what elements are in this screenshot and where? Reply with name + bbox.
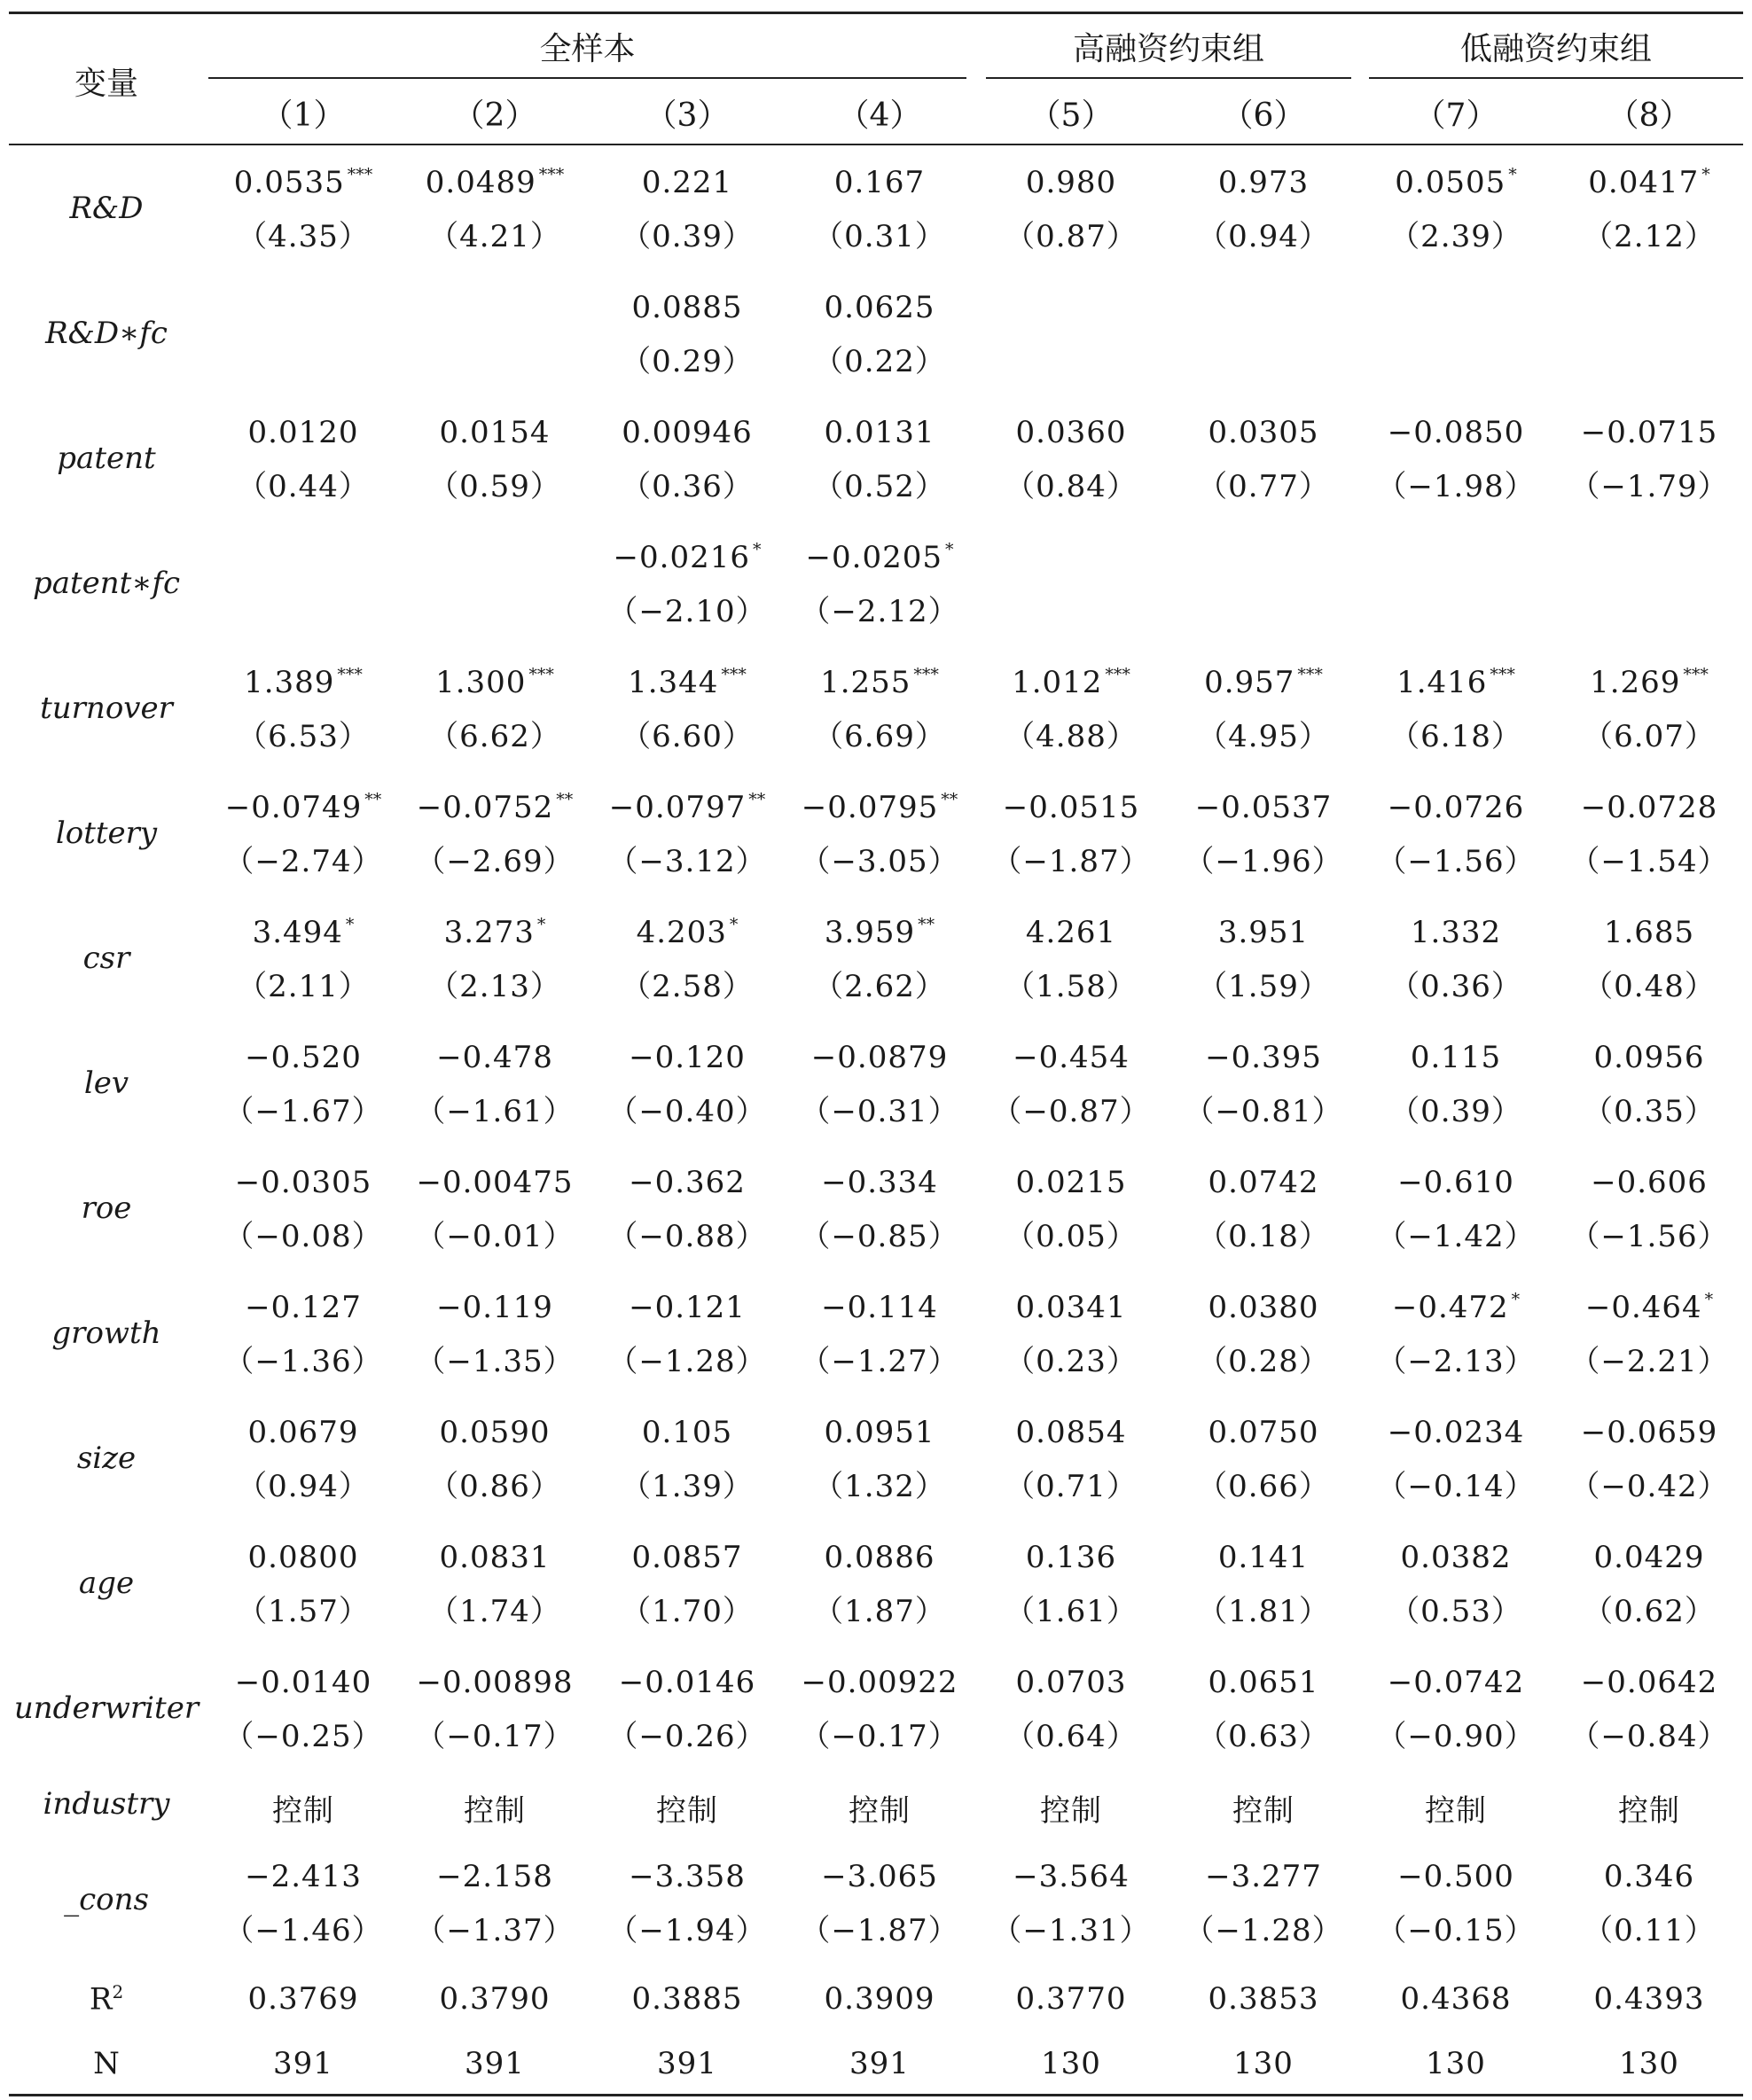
cell-t-statistic: （1.32）	[813, 1469, 946, 1504]
cell-coefficient: 0.0885	[631, 290, 743, 325]
cell-t-statistic: （−3.12）	[607, 844, 767, 879]
cell-t-statistic: （1.81）	[1197, 1594, 1330, 1629]
cell-coefficient: −0.127	[245, 1290, 362, 1325]
cell-t-statistic: （−2.12）	[800, 594, 959, 629]
cell-t-statistic: （−0.14）	[1376, 1469, 1536, 1504]
cell-t-statistic: （−0.26）	[607, 1719, 767, 1754]
cell-coefficient: 391	[273, 2046, 333, 2081]
cell-coefficient: −0.0726	[1387, 790, 1525, 825]
cell-coefficient: 0.0831	[439, 1540, 551, 1575]
cell-t-statistic: （0.23）	[1005, 1344, 1138, 1379]
cell-coefficient: 4.261	[1025, 915, 1117, 950]
cell-coefficient: −0.0715	[1580, 415, 1718, 450]
cell-coefficient: 1.416 ***	[1396, 665, 1515, 700]
cell-coefficient: 0.0131	[824, 415, 935, 450]
cell-coefficient: 0.3769	[247, 1981, 359, 2017]
cell-coefficient: 0.0120	[247, 415, 359, 450]
significance-stars: *	[536, 915, 546, 934]
cell-t-statistic: （0.77）	[1197, 469, 1330, 504]
cell-coefficient: 1.685	[1603, 915, 1695, 950]
cell-coefficient: 0.0679	[247, 1415, 359, 1450]
cell-coefficient: 控制	[1618, 1793, 1680, 1829]
cell-t-statistic: （−1.54）	[1569, 844, 1729, 879]
cell-coefficient: 1.269 ***	[1590, 665, 1709, 700]
cell-coefficient: −0.00922	[801, 1665, 958, 1700]
row-label-r-d: R&D	[69, 191, 144, 226]
group-rule-high-constraint	[986, 77, 1351, 79]
cell-t-statistic: （0.18）	[1197, 1219, 1330, 1254]
cell-t-statistic: （−0.81）	[1184, 1094, 1343, 1129]
significance-stars: **	[941, 790, 958, 809]
cell-coefficient: 0.0703	[1015, 1665, 1127, 1700]
cell-t-statistic: （0.29）	[621, 344, 754, 379]
cell-t-statistic: （−1.67）	[223, 1094, 383, 1129]
row-label-patent-fc: patent∗fc	[32, 566, 181, 601]
cell-t-statistic: （0.53）	[1389, 1594, 1522, 1629]
cell-t-statistic: （0.64）	[1005, 1719, 1138, 1754]
cell-coefficient: −0.0642	[1580, 1665, 1718, 1700]
cell-t-statistic: （−0.17）	[800, 1719, 959, 1754]
cell-coefficient: −0.478	[436, 1040, 553, 1075]
cell-coefficient: 控制	[849, 1793, 911, 1829]
cell-coefficient: 0.0590	[439, 1415, 551, 1450]
significance-stars: **	[556, 790, 574, 809]
cell-coefficient: 0.0382	[1400, 1540, 1512, 1575]
column-header-5: （5）	[1029, 98, 1114, 134]
cell-coefficient: 0.0305	[1208, 415, 1319, 450]
cell-coefficient: 0.3790	[439, 1981, 551, 2017]
row-label-lottery: lottery	[55, 816, 158, 851]
cell-coefficient: 3.494 *	[252, 915, 355, 950]
cell-coefficient: −0.454	[1013, 1040, 1130, 1075]
cell-coefficient: −0.120	[629, 1040, 746, 1075]
cell-coefficient: −3.564	[1013, 1859, 1130, 1894]
cell-t-statistic: （−1.46）	[223, 1913, 383, 1948]
column-header-7: （7）	[1413, 98, 1498, 134]
group-header-full-sample: 全样本	[539, 31, 636, 67]
cell-coefficient: 1.332	[1410, 915, 1502, 950]
cell-t-statistic: （−0.90）	[1376, 1719, 1536, 1754]
cell-coefficient: 391	[849, 2046, 910, 2081]
cell-t-statistic: （0.86）	[428, 1469, 561, 1504]
cell-coefficient: −0.0797 **	[608, 790, 766, 825]
row-label-n: N	[93, 2046, 120, 2081]
significance-stars: *	[1704, 1290, 1714, 1309]
cell-coefficient: 0.0489 ***	[425, 165, 565, 200]
cell-t-statistic: （6.53）	[237, 719, 370, 754]
header-rule	[9, 144, 1743, 145]
cell-coefficient: −0.464 *	[1584, 1290, 1714, 1325]
column-header-3: （3）	[645, 98, 730, 134]
cell-t-statistic: （0.71）	[1005, 1469, 1138, 1504]
cell-coefficient: 0.0360	[1015, 415, 1127, 450]
cell-t-statistic: （0.28）	[1197, 1344, 1330, 1379]
cell-coefficient: 0.0651	[1208, 1665, 1319, 1700]
cell-t-statistic: （−1.28）	[1184, 1913, 1343, 1948]
cell-t-statistic: （−1.94）	[607, 1913, 767, 1948]
cell-t-statistic: （6.60）	[621, 719, 754, 754]
cell-coefficient: −0.0752 **	[416, 790, 574, 825]
cell-t-statistic: （−0.87）	[991, 1094, 1151, 1129]
column-header-8: （8）	[1607, 98, 1692, 134]
cell-coefficient: 控制	[1425, 1793, 1487, 1829]
cell-coefficient: 3.959 **	[824, 915, 935, 950]
cell-t-statistic: （0.39）	[621, 219, 754, 254]
cell-coefficient: −0.0659	[1580, 1415, 1718, 1450]
cell-t-statistic: （4.95）	[1197, 719, 1330, 754]
cell-coefficient: 0.141	[1217, 1540, 1310, 1575]
cell-coefficient: 0.221	[641, 165, 733, 200]
cell-t-statistic: （−1.56）	[1569, 1219, 1729, 1254]
cell-t-statistic: （1.59）	[1197, 969, 1330, 1004]
cell-coefficient: −0.362	[629, 1165, 746, 1200]
cell-t-statistic: （0.31）	[813, 219, 946, 254]
cell-coefficient: −0.500	[1397, 1859, 1514, 1894]
cell-coefficient: 0.346	[1603, 1859, 1695, 1894]
cell-t-statistic: （0.05）	[1005, 1219, 1138, 1254]
cell-coefficient: −0.0537	[1194, 790, 1333, 825]
cell-coefficient: −0.0146	[618, 1665, 756, 1700]
group-header-low-constraint: 低融资约束组	[1459, 31, 1652, 67]
cell-coefficient: 3.273 *	[443, 915, 546, 950]
cell-t-statistic: （−0.08）	[223, 1219, 383, 1254]
cell-coefficient: 3.951	[1217, 915, 1310, 950]
cell-coefficient: 0.0750	[1208, 1415, 1319, 1450]
row-label-lev: lev	[83, 1066, 129, 1101]
cell-t-statistic: （0.35）	[1583, 1094, 1716, 1129]
cell-coefficient: −0.0850	[1387, 415, 1525, 450]
cell-t-statistic: （−1.27）	[800, 1344, 959, 1379]
cell-coefficient: −0.121	[629, 1290, 746, 1325]
cell-t-statistic: （−1.35）	[415, 1344, 575, 1379]
significance-stars: *	[944, 540, 954, 559]
cell-coefficient: 0.0854	[1015, 1415, 1127, 1450]
cell-t-statistic: （−2.69）	[415, 844, 575, 879]
cell-t-statistic: （1.70）	[621, 1594, 754, 1629]
cell-coefficient: 1.344 ***	[628, 665, 747, 700]
column-header-6: （6）	[1221, 98, 1306, 134]
cell-t-statistic: （0.63）	[1197, 1719, 1330, 1754]
bottom-rule	[9, 2094, 1743, 2096]
row-label-size: size	[76, 1440, 137, 1476]
cell-t-statistic: （2.12）	[1583, 219, 1716, 254]
cell-t-statistic: （6.07）	[1583, 719, 1716, 754]
cell-coefficient: 0.0380	[1208, 1290, 1319, 1325]
significance-stars: ***	[347, 165, 373, 184]
cell-coefficient: −0.114	[821, 1290, 938, 1325]
cell-coefficient: −0.0742	[1387, 1665, 1525, 1700]
cell-t-statistic: （0.22）	[813, 344, 946, 379]
cell-t-statistic: （0.36）	[621, 469, 754, 504]
cell-t-statistic: （−1.31）	[991, 1913, 1151, 1948]
cell-coefficient: −0.610	[1397, 1165, 1514, 1200]
cell-t-statistic: （6.69）	[813, 719, 946, 754]
cell-coefficient: 391	[657, 2046, 717, 2081]
cell-coefficient: −0.00475	[416, 1165, 574, 1200]
cell-coefficient: 0.3909	[824, 1981, 935, 2017]
cell-coefficient: 0.0417 *	[1588, 165, 1710, 200]
cell-t-statistic: （1.87）	[813, 1594, 946, 1629]
cell-coefficient: 130	[1233, 2046, 1294, 2081]
significance-stars: ***	[337, 665, 363, 684]
cell-t-statistic: （0.59）	[428, 469, 561, 504]
cell-coefficient: −0.00898	[416, 1665, 574, 1700]
cell-t-statistic: （−1.87）	[991, 844, 1151, 879]
cell-coefficient: 4.203 *	[636, 915, 739, 950]
cell-coefficient: 0.0800	[247, 1540, 359, 1575]
cell-coefficient: 0.3885	[631, 1981, 743, 2017]
cell-t-statistic: （−0.01）	[415, 1219, 575, 1254]
cell-t-statistic: （−0.84）	[1569, 1719, 1729, 1754]
significance-stars: *	[752, 540, 762, 559]
cell-t-statistic: （6.62）	[428, 719, 561, 754]
cell-coefficient: 0.4368	[1400, 1981, 1512, 2017]
cell-coefficient: 0.167	[833, 165, 926, 200]
row-label-roe: roe	[81, 1191, 132, 1226]
significance-stars: ***	[528, 665, 554, 684]
cell-coefficient: −0.0515	[1002, 790, 1140, 825]
cell-t-statistic: （0.94）	[1197, 219, 1330, 254]
cell-t-statistic: （0.52）	[813, 469, 946, 504]
cell-coefficient: −0.0234	[1387, 1415, 1525, 1450]
cell-coefficient: 0.00946	[622, 415, 753, 450]
cell-coefficient: 0.0154	[439, 415, 551, 450]
cell-t-statistic: （2.11）	[237, 969, 370, 1004]
cell-coefficient: 0.957 ***	[1204, 665, 1323, 700]
cell-t-statistic: （0.84）	[1005, 469, 1138, 504]
cell-coefficient: 0.136	[1025, 1540, 1117, 1575]
cell-t-statistic: （−0.85）	[800, 1219, 959, 1254]
cell-coefficient: 0.0535 ***	[233, 165, 373, 200]
row-label-industry: industry	[43, 1786, 170, 1822]
cell-coefficient: −0.334	[821, 1165, 938, 1200]
cell-coefficient: 130	[1619, 2046, 1679, 2081]
cell-t-statistic: （−2.13）	[1376, 1344, 1536, 1379]
cell-t-statistic: （1.57）	[237, 1594, 370, 1629]
cell-t-statistic: （1.58）	[1005, 969, 1138, 1004]
row-label-underwriter: underwriter	[13, 1690, 199, 1726]
cell-coefficient: −0.472 *	[1391, 1290, 1521, 1325]
row-label-r: $R^2$	[89, 1981, 124, 2018]
row-label-cons: _cons	[64, 1882, 149, 1917]
cell-coefficient: 控制	[272, 1793, 334, 1829]
cell-t-statistic: （2.13）	[428, 969, 561, 1004]
cell-coefficient: −0.520	[245, 1040, 362, 1075]
significance-stars: ***	[538, 165, 565, 184]
significance-stars: *	[345, 915, 355, 934]
cell-t-statistic: （4.21）	[428, 219, 561, 254]
cell-coefficient: 0.0951	[824, 1415, 935, 1450]
cell-t-statistic: （0.62）	[1583, 1594, 1716, 1629]
cell-t-statistic: （−1.56）	[1376, 844, 1536, 879]
significance-stars: *	[1508, 165, 1517, 184]
significance-stars: ***	[1105, 665, 1130, 684]
cell-coefficient: 1.389 ***	[244, 665, 363, 700]
cell-t-statistic: （0.39）	[1389, 1094, 1522, 1129]
cell-t-statistic: （−0.15）	[1376, 1913, 1536, 1948]
cell-coefficient: 控制	[464, 1793, 526, 1829]
cell-t-statistic: （−0.40）	[607, 1094, 767, 1129]
cell-t-statistic: （−1.96）	[1184, 844, 1343, 879]
group-header-high-constraint: 高融资约束组	[1072, 31, 1264, 67]
cell-coefficient: 0.105	[641, 1415, 733, 1450]
cell-t-statistic: （0.44）	[237, 469, 370, 504]
variable-header: 变量	[74, 66, 138, 102]
cell-t-statistic: （0.94）	[237, 1469, 370, 1504]
cell-coefficient: −2.158	[436, 1859, 553, 1894]
cell-t-statistic: （−1.28）	[607, 1344, 767, 1379]
cell-coefficient: 控制	[1232, 1793, 1294, 1829]
column-header-1: （1）	[261, 98, 346, 134]
column-header-4: （4）	[837, 98, 922, 134]
cell-t-statistic: （−0.25）	[223, 1719, 383, 1754]
cell-coefficient: −3.065	[821, 1859, 938, 1894]
cell-coefficient: −0.0216 *	[613, 540, 762, 575]
cell-coefficient: 1.012 ***	[1012, 665, 1130, 700]
cell-coefficient: 0.973	[1217, 165, 1310, 200]
cell-coefficient: −3.358	[629, 1859, 746, 1894]
cell-t-statistic: （−0.17）	[415, 1719, 575, 1754]
cell-t-statistic: （0.66）	[1197, 1469, 1330, 1504]
cell-coefficient: −0.0795 **	[801, 790, 958, 825]
cell-t-statistic: （−3.05）	[800, 844, 959, 879]
cell-coefficient: 0.4393	[1593, 1981, 1705, 2017]
cell-t-statistic: （0.48）	[1583, 969, 1716, 1004]
cell-coefficient: −0.0728	[1580, 790, 1718, 825]
row-label-age: age	[78, 1565, 135, 1601]
cell-t-statistic: （0.36）	[1389, 969, 1522, 1004]
cell-coefficient: 控制	[656, 1793, 718, 1829]
cell-coefficient: 0.0886	[824, 1540, 935, 1575]
cell-t-statistic: （6.18）	[1389, 719, 1522, 754]
significance-stars: **	[918, 915, 935, 934]
top-rule	[9, 12, 1743, 14]
cell-coefficient: 0.0956	[1593, 1040, 1705, 1075]
cell-t-statistic: （1.74）	[428, 1594, 561, 1629]
cell-coefficient: 0.0341	[1015, 1290, 1127, 1325]
cell-t-statistic: （2.62）	[813, 969, 946, 1004]
cell-t-statistic: （−2.10）	[607, 594, 767, 629]
cell-t-statistic: （4.88）	[1005, 719, 1138, 754]
significance-stars: *	[1511, 1290, 1521, 1309]
cell-coefficient: 0.3770	[1015, 1981, 1127, 2017]
cell-coefficient: 1.255 ***	[820, 665, 939, 700]
significance-stars: ***	[913, 665, 939, 684]
significance-stars: *	[729, 915, 739, 934]
cell-t-statistic: （2.58）	[621, 969, 754, 1004]
significance-stars: ***	[1490, 665, 1515, 684]
cell-t-statistic: （0.11）	[1583, 1913, 1716, 1948]
cell-t-statistic: （−0.88）	[607, 1219, 767, 1254]
cell-t-statistic: （−0.42）	[1569, 1469, 1729, 1504]
cell-t-statistic: （−1.61）	[415, 1094, 575, 1129]
cell-t-statistic: （2.39）	[1389, 219, 1522, 254]
significance-stars: *	[1701, 165, 1710, 184]
cell-coefficient: 1.300 ***	[435, 665, 554, 700]
cell-coefficient: −0.0140	[234, 1665, 372, 1700]
cell-coefficient: 0.0505 *	[1395, 165, 1517, 200]
significance-stars: ***	[721, 665, 747, 684]
cell-coefficient: 控制	[1040, 1793, 1102, 1829]
cell-coefficient: 0.980	[1025, 165, 1117, 200]
cell-t-statistic: （−1.36）	[223, 1344, 383, 1379]
cell-t-statistic: （−0.31）	[800, 1094, 959, 1129]
significance-stars: ***	[1683, 665, 1709, 684]
cell-t-statistic: （−2.74）	[223, 844, 383, 879]
row-label-growth: growth	[51, 1315, 161, 1351]
cell-coefficient: −0.0749 **	[224, 790, 382, 825]
cell-t-statistic: （−1.37）	[415, 1913, 575, 1948]
cell-coefficient: 130	[1041, 2046, 1101, 2081]
row-label-csr: csr	[82, 941, 130, 976]
significance-stars: ***	[1297, 665, 1323, 684]
cell-coefficient: −0.395	[1205, 1040, 1322, 1075]
cell-t-statistic: （−1.87）	[800, 1913, 959, 1948]
group-rule-full-sample	[208, 77, 966, 79]
cell-t-statistic: （−2.21）	[1569, 1344, 1729, 1379]
cell-coefficient: −2.413	[245, 1859, 362, 1894]
cell-coefficient: 0.0857	[631, 1540, 743, 1575]
cell-coefficient: −0.119	[436, 1290, 553, 1325]
cell-coefficient: 0.0742	[1208, 1165, 1319, 1200]
column-header-2: （2）	[452, 98, 537, 134]
significance-stars: **	[748, 790, 766, 809]
cell-t-statistic: （−1.98）	[1376, 469, 1536, 504]
cell-coefficient: 391	[465, 2046, 525, 2081]
cell-t-statistic: （−1.42）	[1376, 1219, 1536, 1254]
cell-coefficient: 0.0215	[1015, 1165, 1127, 1200]
group-rule-low-constraint	[1369, 77, 1743, 79]
cell-t-statistic: （4.35）	[237, 219, 370, 254]
significance-stars: **	[364, 790, 382, 809]
row-label-patent: patent	[57, 441, 156, 476]
cell-t-statistic: （0.87）	[1005, 219, 1138, 254]
cell-coefficient: 0.0429	[1593, 1540, 1705, 1575]
cell-t-statistic: （1.61）	[1005, 1594, 1138, 1629]
cell-t-statistic: （−1.79）	[1569, 469, 1729, 504]
cell-coefficient: 130	[1426, 2046, 1486, 2081]
cell-coefficient: 0.0625	[824, 290, 935, 325]
row-label-r-d-fc: R&D∗fc	[45, 316, 168, 351]
cell-t-statistic: （1.39）	[621, 1469, 754, 1504]
cell-coefficient: 0.115	[1410, 1040, 1502, 1075]
cell-coefficient: −3.277	[1205, 1859, 1322, 1894]
cell-coefficient: −0.606	[1591, 1165, 1708, 1200]
cell-coefficient: 0.3853	[1208, 1981, 1319, 2017]
cell-coefficient: −0.0879	[810, 1040, 949, 1075]
row-label-turnover: turnover	[40, 691, 173, 726]
cell-coefficient: −0.0205 *	[805, 540, 954, 575]
cell-coefficient: −0.0305	[234, 1165, 372, 1200]
